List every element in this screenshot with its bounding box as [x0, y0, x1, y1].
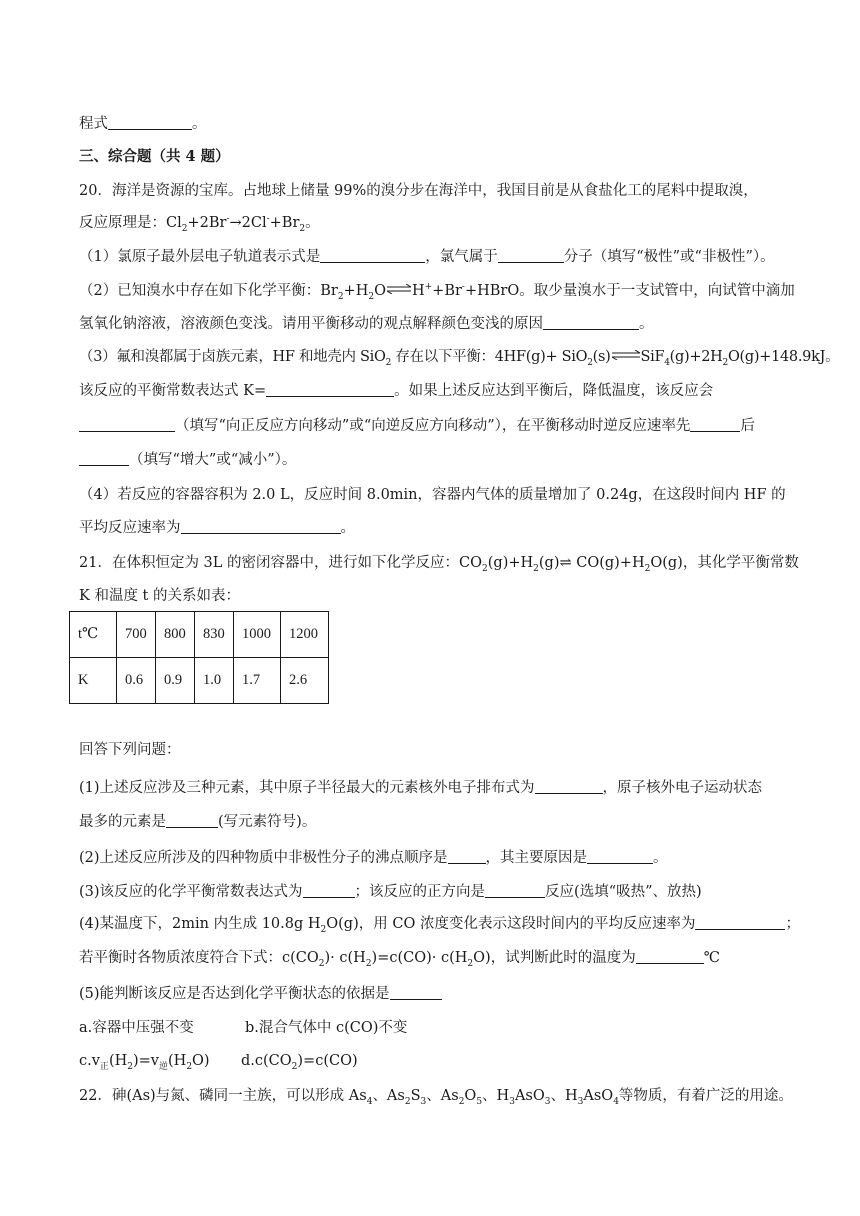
q20-part3-line1: （3）氟和溴都属于卤族元素，HF 和地壳内 SiO$_2$ 存在以下平衡：4HF(g)+ SiO$_2$(s) $SiF_4(g)+2H_2O(g)+148.9kJ$。: [79, 349, 840, 368]
q20-part4-line2: 平均反应速率为 。: [79, 520, 355, 536]
q20-part1: （1）氯原子最外层电子轨道表示式是 ，氯气属于 分子（填写“极性”或“非极性”）。: [79, 249, 775, 265]
table-row: [70, 612, 329, 658]
k-temperature-table: [69, 611, 329, 704]
table-cell: 1.0: [195, 658, 234, 704]
q21-option-d: $d.c(CO_2)=c(CO)$: [241, 1053, 358, 1072]
q21-intro-line2: K 和温度 t 的关系如表：: [79, 588, 240, 604]
table-cell: 1.7: [234, 658, 281, 704]
q21-option-c: $c.v_正(H_2)=v_逆(H_2O)$: [79, 1053, 210, 1072]
q20-part2-line2: 氢氧化钠溶液，溶液颜色变浅。请用平衡移动的观点解释颜色变浅的原因 。: [79, 316, 654, 332]
q20-part4-line1: （4）若反应的容器容积为 2.0 L，反应时间 8.0min，容器内气体的质量增加了 0.24g，在这段时间内 HF 的: [79, 487, 786, 503]
table-cell: 0.9: [156, 658, 195, 704]
q20-part3-line4: （填写“增大”或“减小”）。: [79, 450, 296, 470]
table-cell: t℃: [70, 612, 117, 658]
q21-sub1-line2: 最多的元素是 (写元素符号)。: [79, 814, 317, 830]
table-row: [70, 658, 329, 704]
table-cell: 800: [156, 612, 195, 658]
q22-intro: 22．砷(As)与氮、磷同一主族，可以形成 $As_4$、$As_2S_3$、$As_2O_5$、$H_3AsO_3$、$H_3AsO_4$等物质，有着广泛的用途。: [79, 1088, 793, 1107]
q20-part2-line1: （2）已知溴水中存在如下化学平衡：$Br_2+H_2O$ H++Br-+HBrO。取少量溴水于一支试管中，向试管中滴加: [79, 282, 795, 302]
q20-part3-line2: 该反应的平衡常数表达式 K= 。如果上述反应达到平衡后，降低温度，该反应会: [79, 383, 714, 399]
section-title: 三、综合题（共 4 题）: [79, 148, 230, 165]
table-cell: K: [70, 658, 117, 704]
q21-sub1-line1: (1)上述反应涉及三种元素，其中原子半径最大的元素核外电子排布式为 ，原子核外电子运动状态: [79, 780, 763, 796]
q21-answer-prompt: 回答下列问题：: [79, 742, 181, 758]
table-cell: 0.6: [117, 658, 156, 704]
table-cell: 1200: [281, 612, 329, 658]
q21-intro-line1: 21．在体积恒定为 3L 的密闭容器中，进行如下化学反应：$CO_2(g)+H_2(g)\rightleftharpoons$ $CO(g)+H_2O(g)$，其化学平衡常数: [79, 555, 799, 574]
equilibrium-arrow-icon: [386, 284, 412, 294]
q21-option-a: a.容器中压强不变: [79, 1020, 194, 1036]
q20-intro-line2: 反应原理是：$Cl_2+2Br^-\to 2Cl^-+Br_2$。: [79, 214, 320, 234]
table-cell: 1000: [234, 612, 281, 658]
table-cell: 700: [117, 612, 156, 658]
q21-sub2: (2)上述反应所涉及的四种物质中非极性分子的沸点顺序是 ，其主要原因是 。: [79, 850, 668, 866]
q21-sub4-line1: (4)某温度下，2min 内生成 10.8g $H_2O(g)$，用 CO 浓度变化表示这段时间内的平均反应速率为 ；: [79, 916, 800, 935]
top-line: 程式 。: [79, 116, 207, 132]
q21-sub5: (5)能判断该反应是否达到化学平衡状态的依据是: [79, 984, 442, 1004]
q20-part3-line3: （填写“向正反应方向移动”或“向逆反应方向移动”），在平衡移动时逆反应速率先 后: [79, 416, 755, 436]
q21-sub4-line2: 若平衡时各物质浓度符合下式：$c(CO_2)\cdot c(H_2)=c(CO)\cdot c(H_2O)$，试判断此时的温度为 ℃: [79, 950, 720, 969]
table-cell: 2.6: [281, 658, 329, 704]
q21-sub3: (3)该反应的化学平衡常数表达式为 ；该反应的正方向是 反应(选填“吸热”、放热): [79, 884, 702, 900]
equilibrium-arrow-icon: [611, 350, 641, 360]
q20-intro-line1: 20．海洋是资源的宝库。占地球上储量 99%的溴分步在海洋中，我国目前是从食盐化工的尾料中提取溴，: [79, 183, 758, 199]
table-cell: 830: [195, 612, 234, 658]
q21-option-b: b.混合气体中 c(CO)不变: [245, 1020, 408, 1036]
